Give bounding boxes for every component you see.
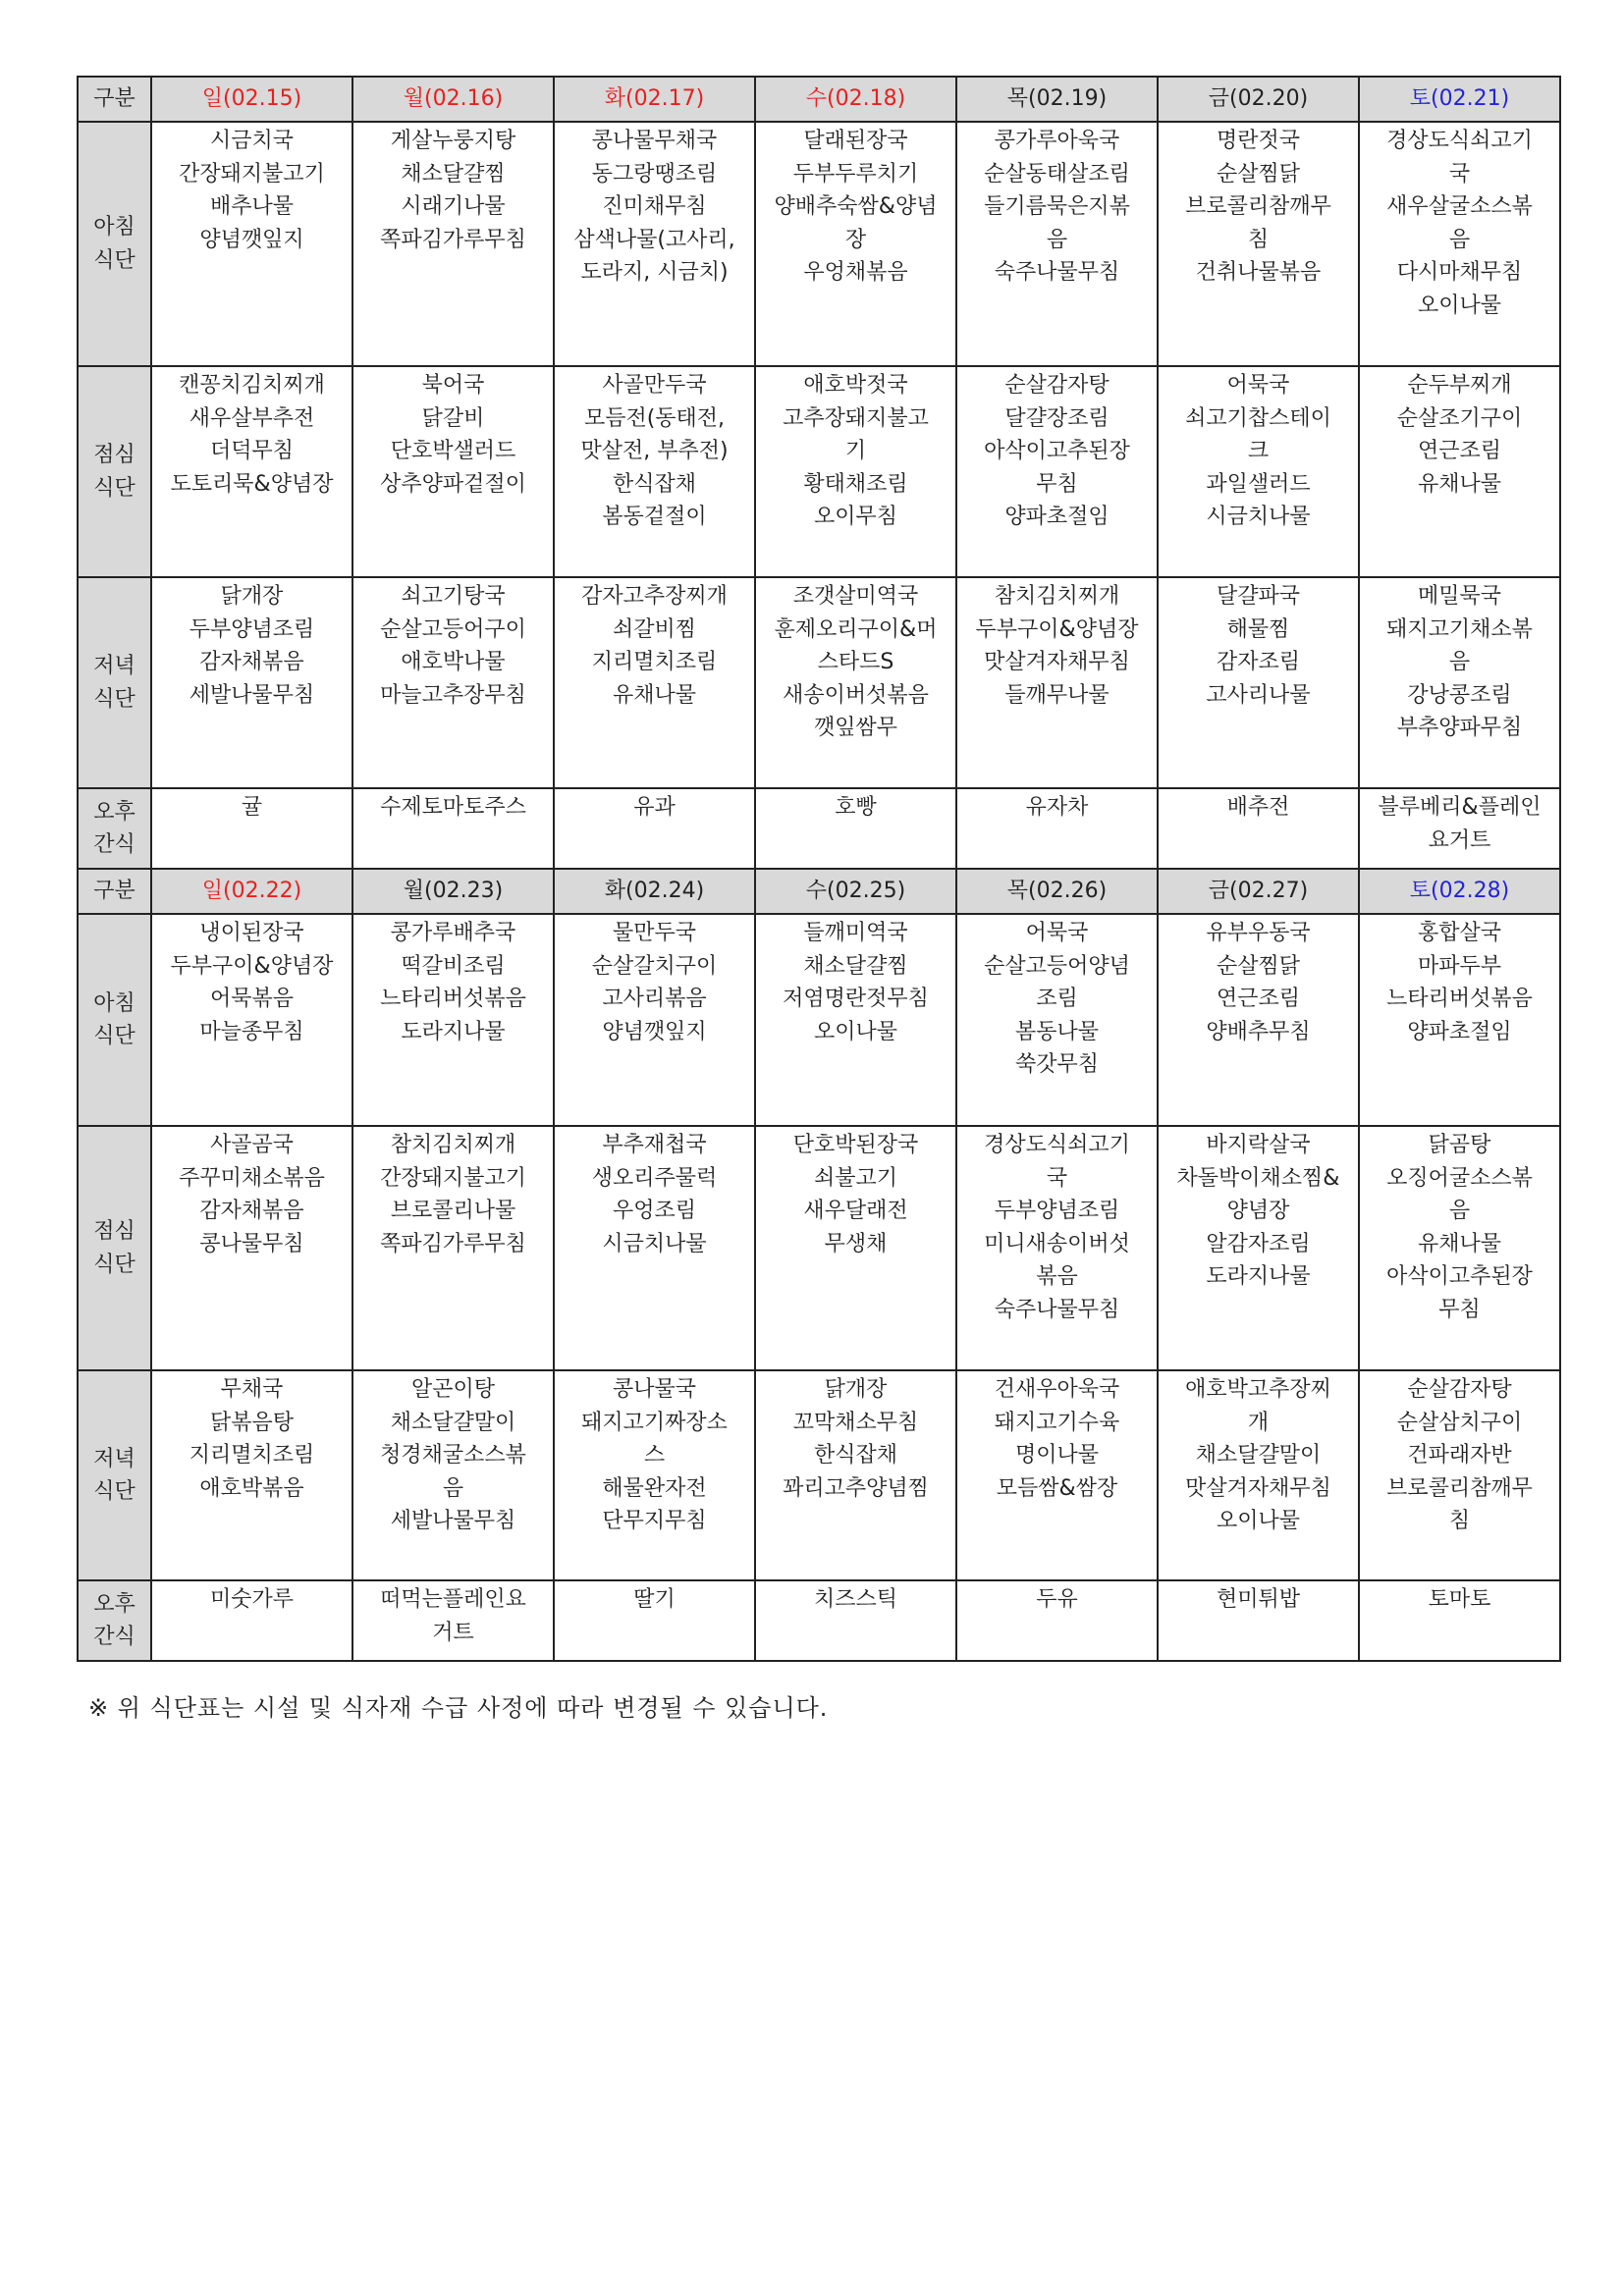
menu-item: 깻잎쌈무 [813, 716, 897, 740]
menu-item: 고사리볶음 [602, 987, 707, 1011]
menu-item: 두유 [1036, 1587, 1078, 1612]
menu-item: 세발나물무침 [189, 682, 315, 708]
menu-item: 두부구이&양념장 [975, 616, 1139, 642]
meal-cell [554, 1370, 755, 1580]
menu-item: 유채나물 [1417, 1231, 1501, 1256]
snack-row [78, 1580, 1560, 1661]
menu-item: 채소달걀찜 [803, 953, 908, 979]
breakfast-row [78, 122, 1560, 366]
menu-item: 새송이버섯볶음 [783, 682, 929, 708]
menu-item: 순살고등어구이 [380, 616, 526, 642]
menu-item: 딸기 [633, 1587, 676, 1612]
menu-item: 단호박된장국 [792, 1133, 919, 1157]
menu-item: 간장돼지불고기 [179, 161, 325, 187]
menu-item: 호빵 [835, 795, 877, 820]
footnote: ※ 위 식단표는 시설 및 식자재 수급 사정에 따라 변경될 수 있습니다. [88, 1694, 829, 1722]
menu-item: 부추양파무침 [1396, 716, 1523, 740]
menu-item: 모듬전(동태전, 맛살전, 부추전) [580, 405, 729, 463]
menu-item: 무생채 [824, 1231, 888, 1256]
meal-cell [755, 577, 956, 788]
meal-cell [1359, 788, 1560, 869]
meal-cell [151, 1126, 352, 1370]
day-header: 화(02.17) [554, 77, 755, 122]
menu-item: 쪽파김가루무침 [380, 1231, 526, 1256]
meal-cell [956, 914, 1158, 1126]
menu-item: 양파초절임 [1407, 1019, 1512, 1044]
meal-cell [1158, 914, 1359, 1126]
meal-cell [352, 1126, 554, 1370]
meal-cell [554, 366, 755, 577]
menu-item: 차돌박이채소찜& 양념장 [1176, 1165, 1340, 1223]
menu-item: 닭곰탕 [1428, 1133, 1491, 1157]
meal-cell [352, 788, 554, 869]
menu-item: 돼지고기채소볶 음 [1386, 616, 1533, 674]
dinner-label [78, 1370, 151, 1580]
menu-item: 치즈스틱 [813, 1587, 897, 1612]
menu-item: 채소달걀찜 [401, 161, 506, 187]
menu-item: 애호박고추장찌 개 [1185, 1377, 1331, 1435]
menu-item: 홍합살국 [1417, 921, 1501, 945]
menu-item: 양념깻잎지 [199, 227, 304, 252]
menu-item: 다시마채무침 [1396, 260, 1523, 285]
menu-item: 참치김치찌개 [390, 1133, 516, 1157]
menu-item: 돼지고기수육 [994, 1410, 1120, 1435]
menu-item: 동그랑땡조림 [591, 161, 718, 187]
meal-cell [352, 914, 554, 1126]
menu-item: 떡갈비조림 [401, 953, 506, 979]
menu-item: 오이나물 [1417, 293, 1501, 318]
row-label-text: 아침 식단 [93, 215, 135, 273]
meal-cell [1359, 914, 1560, 1126]
menu-item: 채소달걀말이 [1195, 1443, 1322, 1468]
row-label-text: 점심 식단 [93, 1219, 135, 1277]
menu-item: 브로콜리참깨무 침 [1386, 1475, 1533, 1533]
dinner-label [78, 577, 151, 788]
menu-item: 쇠갈비찜 [612, 616, 696, 642]
meal-cell [151, 577, 352, 788]
meal-cell [1158, 1580, 1359, 1661]
menu-item: 연근조림 [1417, 439, 1501, 463]
menu-item: 브로콜리참깨무 침 [1185, 194, 1331, 252]
header-label: 구분 [78, 869, 151, 914]
meal-cell [352, 1580, 554, 1661]
menu-item: 냉이된장국 [199, 921, 304, 945]
day-header: 수(02.18) [755, 77, 956, 122]
menu-item: 해물찜 [1226, 616, 1290, 642]
menu-item: 사골곰국 [209, 1133, 294, 1157]
menu-item: 조갯살미역국 [792, 584, 919, 609]
menu-item: 쇠고기탕국 [401, 584, 506, 609]
menu-item: 브로콜리나물 [390, 1199, 516, 1223]
meal-cell [1359, 1370, 1560, 1580]
menu-item: 마파두부 [1417, 953, 1501, 979]
menu-item: 오징어굴소스볶 음 [1386, 1165, 1533, 1223]
menu-item: 달래된장국 [803, 129, 908, 153]
menu-item: 간장돼지불고기 [380, 1165, 526, 1191]
meal-cell [151, 914, 352, 1126]
menu-item: 청경채굴소스볶 음 [380, 1443, 526, 1501]
menu-item: 쪽파김가루무침 [380, 227, 526, 252]
menu-item: 경상도식쇠고기 국 [1386, 129, 1533, 187]
menu-item: 양배추무침 [1206, 1019, 1311, 1044]
lunch-row [78, 366, 1560, 577]
menu-item: 맛살겨자채무침 [1185, 1475, 1331, 1501]
day-header: 월(02.16) [352, 77, 554, 122]
day-header: 일(02.22) [151, 869, 352, 914]
menu-item: 마늘고추장무침 [380, 682, 526, 708]
meal-cell [352, 1370, 554, 1580]
meal-cell [1359, 1580, 1560, 1661]
menu-item: 미숫가루 [209, 1587, 294, 1612]
menu-item: 아삭이고추된장 무침 [1386, 1264, 1533, 1322]
menu-item: 닭개장 [824, 1377, 888, 1402]
menu-item: 들깨무나물 [1004, 682, 1110, 708]
menu-item: 무채국 [220, 1377, 284, 1402]
menu-item: 과일샐러드 [1206, 471, 1311, 497]
menu-item: 시금치나물 [602, 1231, 707, 1256]
row-label-text: 아침 식단 [93, 990, 135, 1048]
menu-item: 북어국 [421, 373, 485, 398]
menu-item: 건취나물볶음 [1195, 260, 1322, 285]
menu-item: 참치김치찌개 [994, 584, 1120, 609]
menu-item: 도토리묵&양념장 [170, 471, 334, 497]
menu-item: 미니새송이버섯 볶음 [984, 1231, 1130, 1289]
menu-item: 고추장돼지불고 기 [783, 405, 929, 463]
menu-item: 생오리주물럭 [591, 1165, 718, 1191]
menu-item: 주꾸미채소볶음 [179, 1165, 325, 1191]
menu-item: 순살갈치구이 [591, 953, 718, 979]
meal-cell [554, 1580, 755, 1661]
menu-item: 한식잡채 [813, 1443, 897, 1468]
menu-item: 세발나물무침 [390, 1509, 516, 1533]
meal-cell [755, 1580, 956, 1661]
meal-cell [1158, 788, 1359, 869]
menu-item: 두부양념조림 [189, 616, 315, 642]
meal-cell [755, 788, 956, 869]
menu-item: 현미튀밥 [1216, 1587, 1300, 1612]
meal-cell [956, 1370, 1158, 1580]
menu-item: 달걀파국 [1216, 584, 1300, 609]
row-label-text: 점심 식단 [93, 443, 135, 501]
meal-cell [956, 1580, 1158, 1661]
meal-cell [755, 366, 956, 577]
menu-item: 사골만두국 [602, 373, 707, 398]
menu-item: 마늘종무침 [199, 1019, 304, 1044]
menu-item: 황태채조림 [803, 471, 908, 497]
menu-item: 배추나물 [209, 194, 294, 219]
meal-cell [151, 1580, 352, 1661]
menu-item: 느타리버섯볶음 [1386, 987, 1533, 1011]
menu-item: 경상도식쇠고기 국 [984, 1133, 1130, 1191]
menu-item: 물만두국 [612, 921, 696, 945]
menu-item: 귤 [241, 795, 263, 820]
menu-item: 명란젓국 [1216, 129, 1300, 153]
meal-cell [1359, 1126, 1560, 1370]
menu-item: 콩나물국 [612, 1377, 696, 1402]
meal-cell [956, 1126, 1158, 1370]
menu-item: 배추전 [1226, 795, 1290, 820]
menu-item: 감자조림 [1216, 650, 1300, 674]
menu-item: 강낭콩조림 [1407, 682, 1512, 708]
meal-plan-table [77, 76, 1561, 1662]
meal-cell [554, 577, 755, 788]
menu-item: 콩가루아욱국 [994, 129, 1120, 153]
menu-item: 유부우동국 [1206, 921, 1311, 945]
meal-cell [755, 1370, 956, 1580]
menu-item: 쑥갓무침 [1014, 1052, 1099, 1077]
meal-cell [755, 914, 956, 1126]
menu-item: 부추재첩국 [602, 1133, 707, 1157]
meal-cell [352, 577, 554, 788]
menu-item: 순살삼치구이 [1396, 1410, 1523, 1435]
row-label-text: 오후 간식 [93, 1591, 135, 1649]
menu-item: 고사리나물 [1206, 682, 1311, 708]
menu-item: 어묵국 [1025, 921, 1089, 945]
menu-item: 감자고추장찌개 [581, 584, 728, 609]
menu-item: 도라지나물 [401, 1019, 506, 1044]
menu-item: 단무지무침 [602, 1509, 707, 1533]
week-header-row [78, 77, 1560, 122]
menu-item: 콩나물무침 [199, 1231, 304, 1256]
header-label: 구분 [78, 77, 151, 122]
meal-cell [554, 122, 755, 366]
meal-cell [1158, 122, 1359, 366]
lunch-label [78, 1126, 151, 1370]
menu-item: 숙주나물무침 [994, 1297, 1120, 1322]
menu-item: 쇠불고기 [813, 1165, 897, 1191]
meal-cell [1158, 1370, 1359, 1580]
breakfast-label [78, 122, 151, 366]
day-header: 금(02.27) [1158, 869, 1359, 914]
lunch-label [78, 366, 151, 577]
menu-item: 애호박젓국 [803, 373, 908, 398]
menu-item: 유과 [633, 795, 676, 820]
menu-item: 순살감자탕 [1004, 373, 1110, 398]
menu-item: 건파래자반 [1407, 1443, 1512, 1468]
menu-item: 오이나물 [813, 1019, 897, 1044]
day-header: 목(02.26) [956, 869, 1158, 914]
day-header: 토(02.28) [1359, 869, 1560, 914]
menu-item: 훈제오리구이&머 스타드S [774, 616, 938, 674]
menu-item: 오이무침 [813, 505, 897, 529]
meal-cell [1359, 577, 1560, 788]
menu-item: 순살감자탕 [1407, 1377, 1512, 1402]
snack-row [78, 788, 1560, 869]
menu-item: 양배추숙쌈&양념 장 [774, 194, 938, 252]
menu-item: 알감자조림 [1206, 1231, 1311, 1256]
menu-item: 순두부찌개 [1407, 373, 1512, 398]
meal-cell [956, 366, 1158, 577]
breakfast-row [78, 914, 1560, 1126]
menu-item: 애호박나물 [401, 650, 506, 674]
menu-item: 들기름묵은지볶 음 [984, 194, 1130, 252]
menu-item: 토마토 [1428, 1587, 1491, 1612]
menu-item: 돼지고기짜장소 스 [581, 1410, 728, 1468]
menu-item: 블루베리&플레인 요거트 [1378, 795, 1542, 853]
meal-cell [151, 122, 352, 366]
menu-item: 새우살부추전 [189, 405, 315, 431]
meal-cell [151, 788, 352, 869]
lunch-row [78, 1126, 1560, 1370]
menu-item: 메밀묵국 [1417, 584, 1501, 609]
menu-item: 쇠고기찹스테이 크 [1185, 405, 1331, 463]
menu-item: 감자채볶음 [199, 1199, 304, 1223]
menu-item: 시래기나물 [401, 194, 506, 219]
menu-item: 지리멸치조림 [189, 1443, 315, 1468]
row-label-text: 저녁 식단 [93, 654, 135, 712]
meal-cell [956, 577, 1158, 788]
menu-item: 어묵볶음 [209, 987, 294, 1011]
day-header: 일(02.15) [151, 77, 352, 122]
menu-item: 명이나물 [1014, 1443, 1099, 1468]
meal-cell [1359, 366, 1560, 577]
menu-item: 유채나물 [612, 682, 696, 708]
menu-item: 콩가루배추국 [390, 921, 516, 945]
menu-item: 감자채볶음 [199, 650, 304, 674]
meal-cell [352, 122, 554, 366]
dinner-row [78, 577, 1560, 788]
menu-item: 수제토마토주스 [380, 795, 526, 820]
menu-item: 건새우아욱국 [994, 1377, 1120, 1402]
meal-cell [151, 1370, 352, 1580]
menu-item: 들깨미역국 [803, 921, 908, 945]
meal-cell [151, 366, 352, 577]
meal-cell [956, 788, 1158, 869]
week-header-row [78, 869, 1560, 914]
menu-item: 두부양념조림 [994, 1199, 1120, 1223]
meal-cell [554, 788, 755, 869]
menu-item: 시금치국 [209, 129, 294, 153]
menu-item: 봄동겉절이 [602, 505, 707, 529]
menu-item: 맛살겨자채무침 [984, 650, 1130, 674]
meal-cell [956, 122, 1158, 366]
menu-item: 단호박샐러드 [390, 439, 516, 463]
menu-item: 애호박볶음 [199, 1475, 304, 1501]
row-label-text: 오후 간식 [93, 799, 135, 857]
menu-item: 유자차 [1025, 795, 1089, 820]
menu-item: 꼬막채소무침 [792, 1410, 919, 1435]
menu-item: 두부구이&양념장 [170, 953, 334, 979]
meal-cell [755, 122, 956, 366]
snack-label [78, 1580, 151, 1661]
menu-item: 캔꽁치김치찌개 [179, 373, 325, 398]
menu-item: 상추양파겉절이 [380, 471, 526, 497]
meal-cell [1158, 577, 1359, 788]
menu-item: 닭갈비 [421, 405, 485, 431]
menu-item: 순살찜닭 [1216, 953, 1300, 979]
menu-item: 아삭이고추된장 무침 [984, 439, 1130, 497]
menu-item: 삼색나물(고사리, 도라지, 시금치) [573, 227, 735, 285]
menu-item: 연근조림 [1216, 987, 1300, 1011]
menu-item: 달걀장조림 [1004, 405, 1110, 431]
meal-cell [352, 366, 554, 577]
menu-item: 떠먹는플레인요 거트 [380, 1587, 526, 1645]
menu-item: 우엉채볶음 [803, 260, 908, 285]
meal-cell [554, 914, 755, 1126]
menu-item: 순살찜닭 [1216, 161, 1300, 187]
meal-cell [554, 1126, 755, 1370]
menu-item: 닭볶음탕 [209, 1410, 294, 1435]
menu-item: 진미채무침 [602, 194, 707, 219]
menu-item: 새우달래전 [803, 1199, 908, 1223]
meal-cell [1158, 366, 1359, 577]
menu-item: 꽈리고추양념찜 [783, 1475, 929, 1501]
menu-item: 봄동나물 [1014, 1019, 1099, 1044]
menu-item: 지리멸치조림 [591, 650, 718, 674]
row-label-text: 저녁 식단 [93, 1446, 135, 1504]
menu-item: 시금치나물 [1206, 505, 1311, 529]
meal-cell [1359, 122, 1560, 366]
menu-item: 순살동태살조림 [984, 161, 1130, 187]
menu-item: 더덕무침 [209, 439, 294, 463]
menu-item: 우엉조림 [612, 1199, 696, 1223]
day-header: 월(02.23) [352, 869, 554, 914]
menu-item: 해물완자전 [602, 1475, 707, 1501]
menu-item: 모듬쌈&쌈장 [996, 1475, 1118, 1501]
menu-item: 새우살굴소스볶 음 [1386, 194, 1533, 252]
menu-item: 바지락살국 [1206, 1133, 1311, 1157]
day-header: 금(02.20) [1158, 77, 1359, 122]
menu-item: 순살조기구이 [1396, 405, 1523, 431]
day-header: 목(02.19) [956, 77, 1158, 122]
breakfast-label [78, 914, 151, 1126]
menu-item: 순살고등어양념 조림 [984, 953, 1130, 1011]
menu-item: 도라지나물 [1206, 1264, 1311, 1289]
menu-item: 오이나물 [1216, 1509, 1300, 1533]
menu-item: 닭개장 [220, 584, 284, 609]
menu-item: 콩나물무채국 [591, 129, 718, 153]
day-header: 화(02.24) [554, 869, 755, 914]
day-header: 수(02.25) [755, 869, 956, 914]
menu-item: 게살누룽지탕 [390, 129, 516, 153]
menu-item: 알곤이탕 [410, 1377, 495, 1402]
menu-item: 유채나물 [1417, 471, 1501, 497]
day-header: 토(02.21) [1359, 77, 1560, 122]
meal-cell [1158, 1126, 1359, 1370]
menu-item: 양파초절임 [1004, 505, 1110, 529]
snack-label [78, 788, 151, 869]
meal-cell [755, 1126, 956, 1370]
menu-item: 숙주나물무침 [994, 260, 1120, 285]
menu-item: 두부두루치기 [792, 161, 919, 187]
menu-item: 저염명란젓무침 [783, 987, 929, 1011]
dinner-row [78, 1370, 1560, 1580]
menu-item: 느타리버섯볶음 [380, 987, 526, 1011]
menu-item: 채소달걀말이 [390, 1410, 516, 1435]
menu-item: 어묵국 [1226, 373, 1290, 398]
menu-item: 한식잡채 [612, 471, 696, 497]
menu-item: 양념깻잎지 [602, 1019, 707, 1044]
